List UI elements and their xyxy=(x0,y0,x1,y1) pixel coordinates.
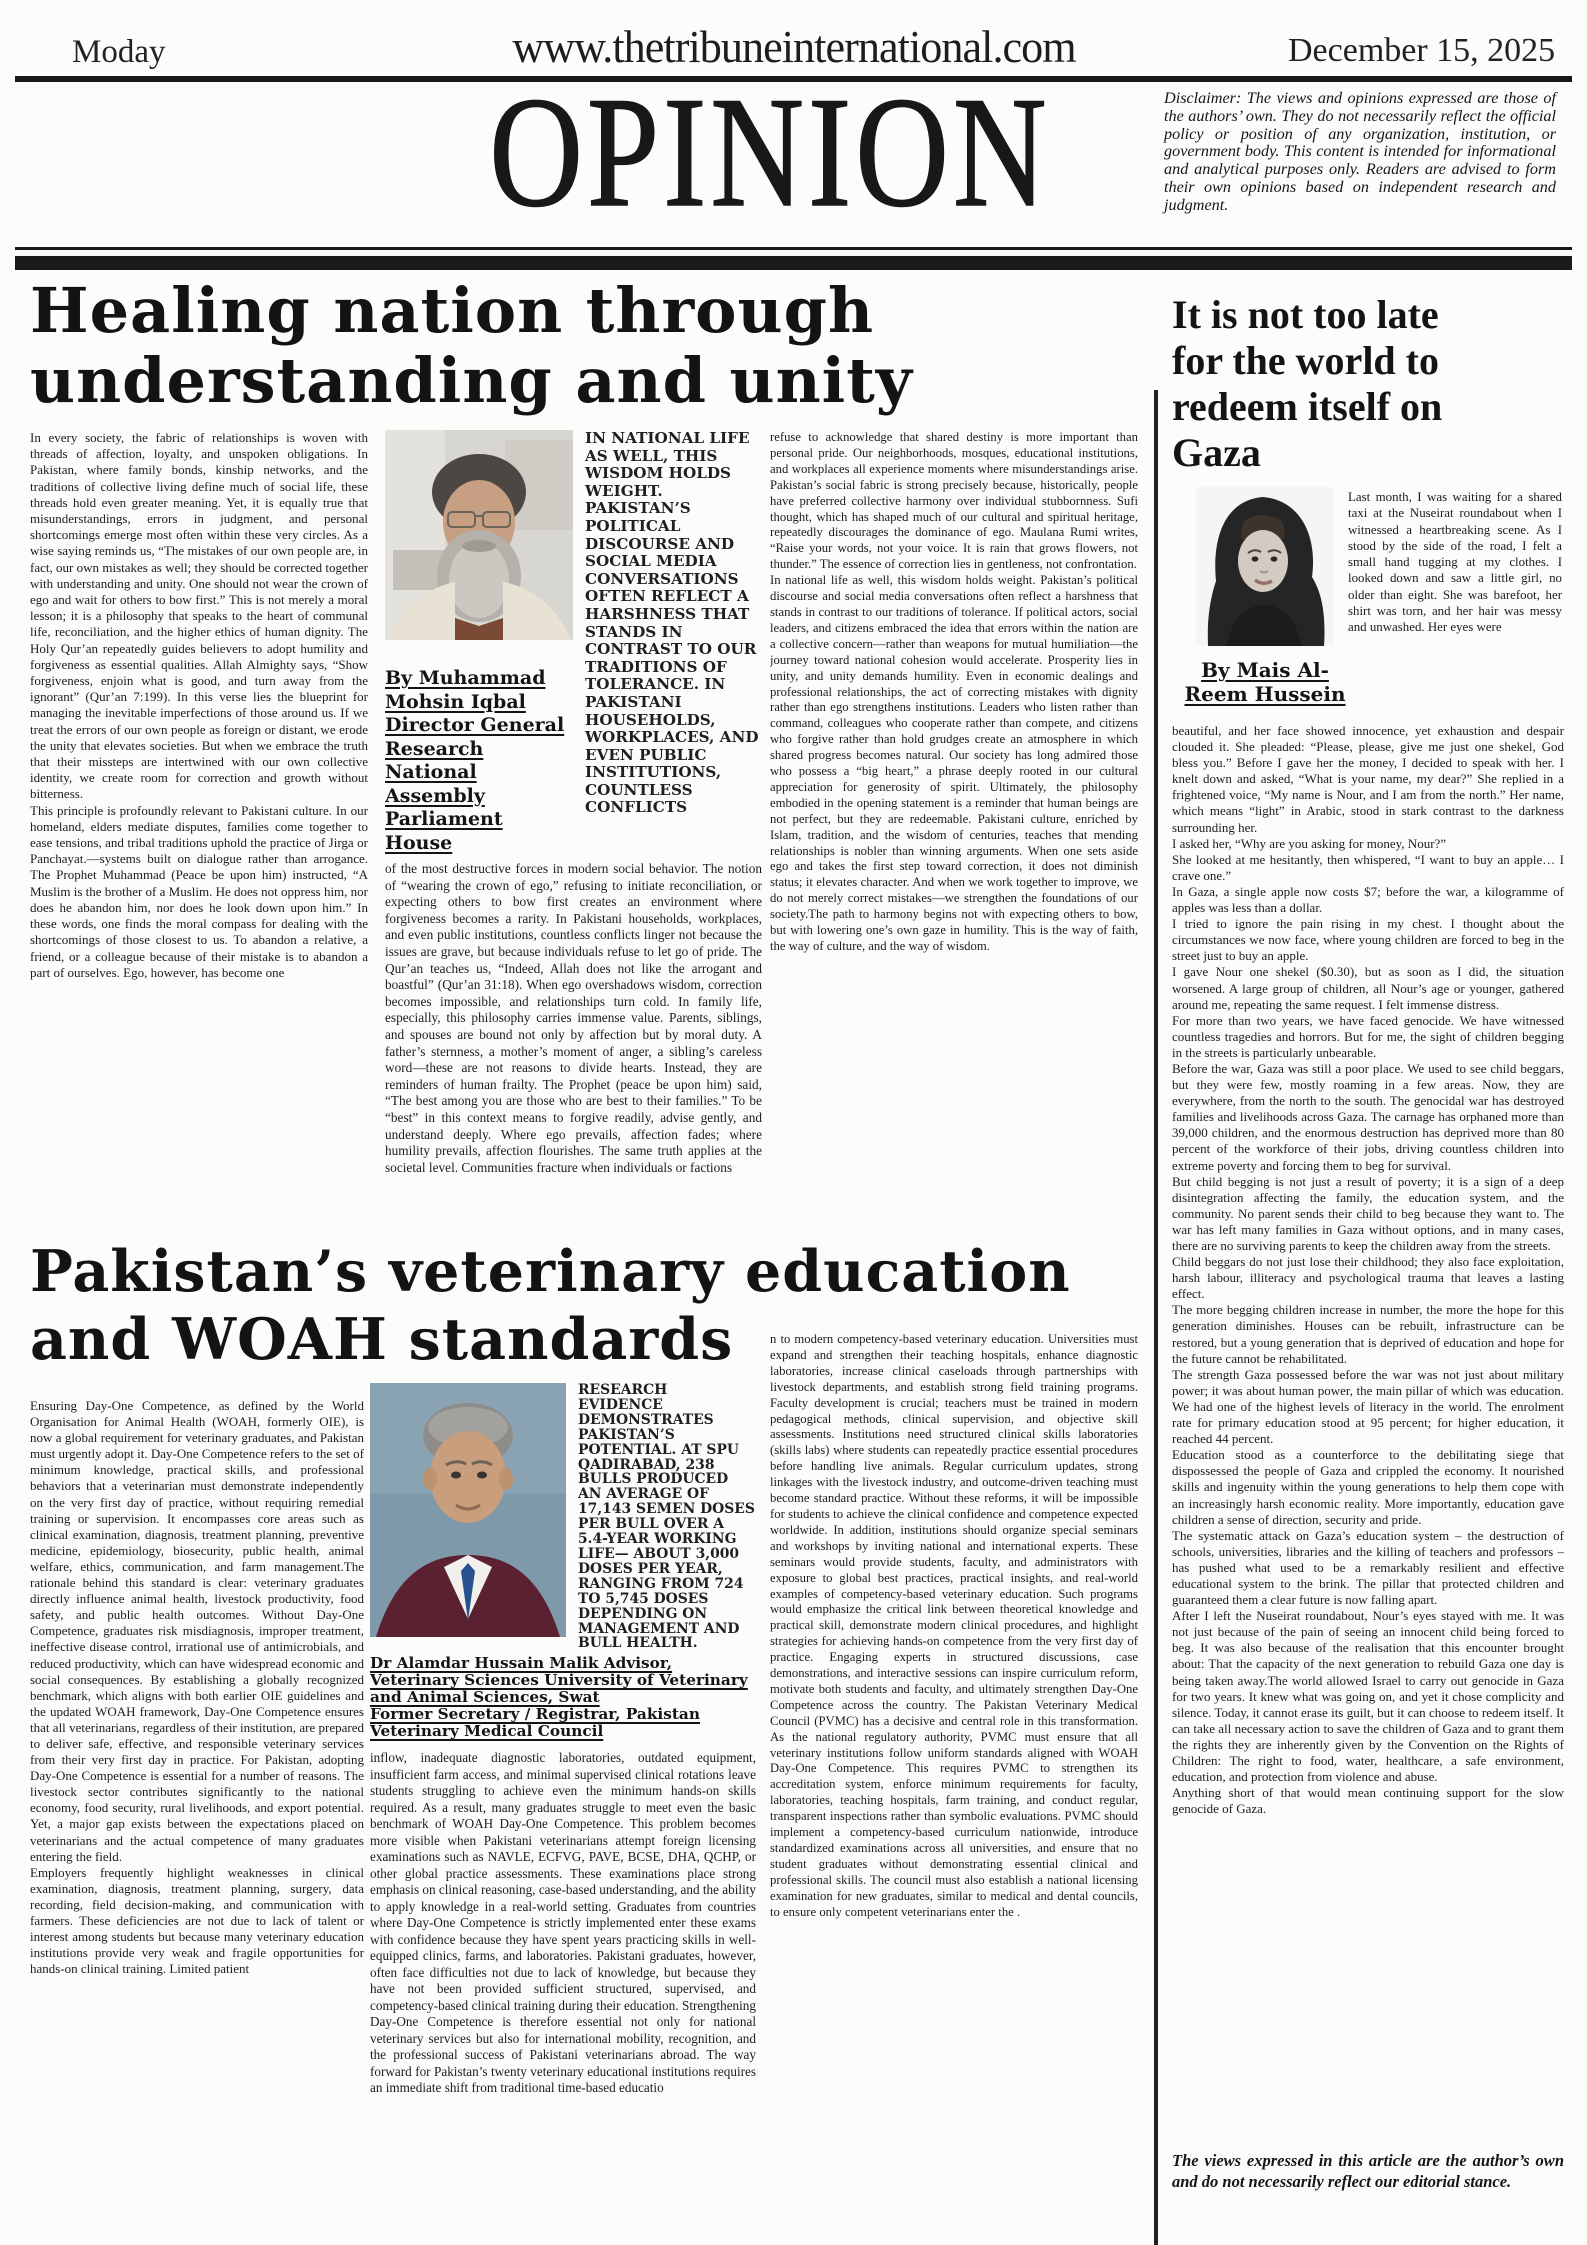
article2-author-block xyxy=(370,1655,756,1740)
article2-headline-line2: and WOAH standards xyxy=(30,1306,734,1373)
section-masthead: OPINION xyxy=(489,65,1051,240)
gaza-headline-line4: Gaza xyxy=(1172,430,1261,475)
article2-paragraph: Ensuring Day-One Competence, as defined by the World Organisation for Animal Health (WOAH, formerly OIE), is now a global requirement for veterinary graduates, and Pakistan must urgently adopt it. Day-One Competence refers to the set of minimum knowledge, practical skills, and professional behaviors that a veterinarian must demonstrate independently on the very first day of practice, without requiring remedial training or supervision. It encompasses core areas such as clinical examination, diagnosis, treatment planning, preventive medicine, epidemiology, biosecurity, public health, animal welfare, ethics, communication, and farm management.The rationale behind this standard is clear: veterinary graduates directly influence animal health, livestock productivity, food safety, and public health outcomes. Without Day-One Competence, graduates risk misdiagnosis, improper treatment, ineffective disease control, irrational use of antimicrobials, and reduced productivity, which can have widespread economic and social consequences. By establishing a globally recognized benchmark, which aligns with both earlier OIE guidelines and the updated WOAH framework, Day-One Competence ensures that all veterinarians, regardless of their institution, are prepared to deliver safe, effective, and responsible veterinary services from their very first day in practice. For Pakistan, adopting Day-One Competence is essential for a number of reasons. The livestock sector contributes significantly to the national economy, food security, rural livelihoods, and export potential. Yet, a major gap exists between the expectations placed on veterinarians and the actual competence of many graduates entering the field. xyxy=(30,1398,364,1864)
gaza-paragraph: For more than two years, we have faced genocide. We have witnessed countless tragedies and horrors. But for me, the sight of children begging in the streets is particularly unbearable. xyxy=(1172,1012,1564,1060)
article2-column3 xyxy=(770,1332,1138,2245)
gaza-paragraph: After I left the Nuseirat roundabout, Nour’s eyes stayed with me. It was not just because of the pain of seeing an innocent child being forced to beg. It was also because of the realisation that this encounter brought about: That the capacity of the next generation to rebuild Gaza one day is being taken away.The world allowed Israel to carry out genocide in Gaza for two years. It knew what was going on, and yet it chose complicity and silence. Today, it cannot erase its guilt, but it can choose to redeem itself. It can take all necessary action to save the children of Gaza and to grant them the rights they are inherently given by the Convention on the Rights of Children: The right to food, water, healthcare, a safe environment, education, and protection from violence and abuse. xyxy=(1172,1608,1564,1785)
gaza-intro-text xyxy=(1348,489,1562,719)
gaza-paragraph: beautiful, and her face showed innocence, yet exhaustion and despair clouded it. She pleaded: “Please, please, give me just one shekel, God bless you.” Before I gave her the money, I decided to speak with her. I knelt down and asked, “What is your name, my dear?” She replied in a frightened voice, “My name is Nour, and I am from the north.” Her name, which means “light” in Arabic, stood in stark contrast to the darkness surrounding her. xyxy=(1172,723,1564,835)
author-photo-muhammad-mohsin-iqbal xyxy=(385,430,573,640)
masthead-rule-thick xyxy=(15,256,1572,270)
gaza-paragraph: Anything short of that would mean continuing support for the slow genocide of Gaza. xyxy=(1172,1785,1564,1817)
article1-byline-org: National Assembly Parliament House xyxy=(385,761,503,854)
disclaimer-text: Disclaimer: The views and opinions expressed are those of the authors’ own. They do not necessarily reflect the official policy or position of any organization, institution, or government body. This content is intended for informational and analytical purposes only. Readers are advised to form their own opinions based on independent research and judgment. xyxy=(1164,89,1556,214)
gaza-byline: By Mais Al-Reem Hussein xyxy=(1184,658,1346,706)
article2-paragraph: Employers frequently highlight weaknesses in clinical examination, diagnosis, treatment planning, surgery, data recording, field decision-making, and communication with farmers. These deficiencies are not due to lack of talent or interest among students but because many veterinary education institutions provide very weak and fragile opportunities for hands-on clinical training. Limited patient xyxy=(30,1864,364,1977)
gaza-paragraph: Before the war, Gaza was still a poor place. We used to see child beggars, but they were few, mostly roaming in a few areas. Now, they are everywhere, from the north to the south. The genocidal war has destroyed families and livelihoods across Gaza. The carnage has orphaned more than 39,000 children, and the enormous destruction has deprived more than 80 percent of the workforce of their jobs, driving countless children into extreme poverty and forcing them to beg for survival. xyxy=(1172,1060,1564,1173)
article2-column2-text xyxy=(370,1750,756,2097)
masthead-rule-thin xyxy=(15,247,1572,250)
gaza-figure xyxy=(1196,487,1333,646)
article1-paragraph: of the most destructive forces in modern social behavior. The notion of “wearing the crown of ego,” refusing to initiate reconciliation, or expecting others to bow first creates an environment where forgiveness becomes a rarity. In Pakistani households, workplaces, and even public institutions, countless conflicts linger not because the issues are grave, but because individuals refuse to let go of pride. The Qur’an teaches us, “Indeed, Allah does not like the arrogant and boastful” (Qur’an 31:18). When ego overshadows wisdom, correction becomes impossible, and relationships turn cold. In family life, especially, this philosophy carries immense value. Parents, siblings, and spouses are bound not only by affection but by moral duty. A father’s sternness, a mother’s moment of anger, a sibling’s careless word—these are not reasons to divide hearts. Instead, they are reminders of human frailty. The Prophet (peace be upon him) said, “The best among you are those who are best to their families.” To be “best” in this context means to forgive readily, advise gently, and understand deeply. Where ego prevails, affection fades; where humility prevails, affection flourishes. The same truth applies at the societal level. Communities fracture when individuals or factions xyxy=(385,861,762,1175)
article1-byline-title: Director General Research xyxy=(385,714,565,760)
article2-paragraph: n to modern competency-based veterinary education. Universities must expand and strengthen their teaching hospitals, enhance diagnostic laboratories, increase clinical caseloads through partnerships with livestock departments, and establish strong field training programs. Faculty development is crucial; teachers must be trained in modern pedagogical methods, clinical supervision, and objective skill assessments. Institutions need structured clinical skills laboratories (skills labs) where students can repeatedly practice essential procedures before handling live animals. Regular curriculum updates, strong linkages with the livestock industry, and outcome-driven teaching must become standard practice. Without these reforms, it will be impossible for students to achieve the clinical confidence and competence expected worldwide. In addition, institutions should organize special seminars and workshops by inviting national and international experts. These seminars would provide students, faculty, and administrators with exposure to global best practices, practical insights, and real-world examples of competency-based veterinary education. Such programs would emphasize the critical link between theoretical knowledge and practical skill, demonstrate modern clinical procedures, and highlight strategies for achieving hands-on competence from the very first day of practice. Engaging experts in structured discussions, case demonstrations, and interactive sessions can inspire curriculum reform, motivate both students and faculty, and ultimately strengthen Day-One Competence across the country. The Pakistan Veterinary Medical Council (PVMC) has a decisive and central role in this transformation. As the national regulatory authority, PVMC must ensure that all veterinary institutions follow uniform standards aligned with WOAH Day-One Competence. This requires PVMC to strengthen its accreditation system, enforce minimum requirements for faculty, laboratories, teaching hospitals, farm training, and conduct regular, transparent inspections rather than symbolic evaluations. PVMC should implement a competency-based curriculum nationwide, introduce standardized examinations across all universities, and ensure that no student graduates without demonstrating essential clinical and professional skills. The council must also establish a national licensing examination for new graduates, similar to medical and dental councils, to ensure only competent veterinarians enter the . xyxy=(770,1332,1138,1919)
article1-byline-name: By Muhammad Mohsin Iqbal xyxy=(385,667,546,713)
article1-paragraph: refuse to acknowledge that shared destiny is more important than personal pride. Our neighborhoods, mosques, educational institutions, and workplaces all experience moments where misunderstandings arise. Pakistan’s social fabric is strong precisely because, historically, people have preferred collective harmony over individual stubbornness. Sufi thought, which has shaped much of our cultural and spiritual heritage, repeatedly discourages the dominance of ego. Maulana Rumi writes, “Raise your words, not your voice. It is rain that grows flowers, not thunder.” The essence of correction lies in gentleness, not confrontation. xyxy=(770,430,1138,572)
gaza-paragraph: I gave Nour one shekel ($0.30), but as soon as I did, the situation worsened. A large group of children, all Nour’s age or younger, gathered around me, repeating the same request. I felt immense distress. xyxy=(1172,964,1564,1012)
gaza-headline-line1: It is not too late xyxy=(1172,292,1439,337)
gaza-paragraph: I asked her, “Why are you asking for money, Nour?” xyxy=(1172,835,1447,851)
gaza-paragraph: The systematic attack on Gaza’s education system – the destruction of schools, universities, libraries and the killing of teachers and professors – has pushed what used to be a remarkably resilient and effective educational system to the brink. The pillar that protected children and guaranteed them a clear future is now falling apart. xyxy=(1172,1527,1564,1608)
article2-author-role: Former Secretary / Registrar, Pakistan Veterinary Medical Council xyxy=(370,1705,700,1740)
gaza-paragraph: Education stood as a counterforce to the debilitating siege that dispossessed the people of Gaza and crippled the economy. It nourished skills and ingenuity within the young generations to help them cope with an increasingly harsh economic reality. More importantly, education gave children a sense of direction, security and pride. xyxy=(1172,1447,1564,1527)
article1-paragraph: In every society, the fabric of relationships is woven with threads of affection, loyalty, and unspoken obligations. In Pakistan, where family bonds, kinship networks, and the traditions of collective living define much of social life, these threads hold even greater meaning. Yet, it is equally true that misunderstandings, errors in judgment, and personal shortcomings emerge most often within these very circles. As a wise saying reminds us, “The mistakes of our own people are, in fact, our own mistakes as well; they should be corrected together with understanding and unity. One should not wear the crown of ego and wait for others to bow first.” This is not merely a moral lesson; it is a philosophy that speaks to the heart of communal life, reconciliation, and the higher ethics of human dignity. The Holy Qur’an repeatedly guides believers to adopt humility and forgiveness as essential qualities. Allah Almighty says, “Show forgiveness, enjoin what is good, and turn away from the ignorant” (Qur’an 7:199). In this verse lies the blueprint for managing the inevitable imperfections of those around us. If we treat the errors of our own people as foreign or distant, we erode the unity that elevates societies. But when we embrace the truth that their missteps are intertwined with our own collective identity, we create room for correction and growth without bitterness. xyxy=(30,430,368,802)
article2-column2 xyxy=(370,1383,756,2245)
article2-figure xyxy=(370,1383,566,1641)
article1-paragraph: In national life as well, this wisdom holds weight. Pakistan’s political discourse and social media conversations often reflect a harshness that stands in contrast to our traditions of tolerance. If political actors, social leaders, and citizens embraced the idea that errors within the nation are a collective concern—rather than weapons for mutual humiliation—the journey toward national cohesion would accelerate. Prosperity lies in unity, and unity demands humility. Even in economic dealings and professional relationships, the act of correcting mistakes with dignity rather than ego strengthens institutions. Leaders who listen rather than command, colleagues who cooperate rather than compete, and citizens who forgive rather than hold grudges create an atmosphere in which shared progress becomes natural. Our society has long admired those who possess a “big heart,” a phrase deeply rooted in our cultural appreciation for generosity of spirit. Ultimately, the philosophy embodied in the opening statement is a reminder that human beings are not perfect, but they are redeemable. Pakistani culture, enriched by Islam, tradition, and the wisdom of centuries, teaches that mending relationships is nobler than winning arguments. When one sets aside ego and takes the first step toward correction, it does not diminish status; it elevates character. And when we work together to improve, we do not merely correct mistakes—we strengthen the foundations of our society.The path to harmony begins not with expecting others to bow, but with lowering one’s own gaze in humility. This is the way of faith, the way of culture, and the way of wisdom. xyxy=(770,573,1138,953)
article1-paragraph: This principle is profoundly relevant to Pakistani culture. In our homeland, elders mediate disputes, families come together to ease tensions, and tribal traditions uphold the practice of Jirga or Panchayat.—systems built on dialogue rather than arrogance. The Prophet Muhammad (Peace be upon him) instructed, “A Muslim is the brother of a Muslim. He does not oppress him, nor does he abandon him, nor does he look down upon him.” In these words, one finds the moral compass for dealing with the shortcomings of those closest to us. To abandon a relative, a friend, or a colleague because of their mistake is to abandon a part of ourselves. Ego, however, has become one xyxy=(30,802,368,980)
gaza-paragraph: Last month, I was waiting for a shared taxi at the Nuseirat roundabout when I witnessed a heartbreaking scene. As I stood by the side of the road, I felt a small hand tugging at my clothes. I looked down and saw a little girl, no older than eight. She was barefoot, her shirt was torn, and her hair was messy and unwashed. Her eyes were xyxy=(1348,490,1562,635)
article2-column1 xyxy=(30,1398,364,2220)
gaza-paragraph: Child beggars do not just lose their childhood; they also face exploitation, harsh labour, illiteracy and psychological trauma that leaves a lasting effect. xyxy=(1172,1254,1564,1302)
gaza-paragraph: In Gaza, a single apple now costs $7; before the war, a kilogramme of apples was less than a dollar. xyxy=(1172,883,1564,916)
article1-headline-line2: understanding and unity xyxy=(30,344,913,417)
article2-photo-quote-row xyxy=(370,1383,756,1652)
gaza-headline-line3: redeem itself on xyxy=(1172,384,1443,429)
article2-paragraph: inflow, inadequate diagnostic laboratories, outdated equipment, insufficient farm access, and minimal supervised clinical rotations leave students struggling to achieve even the minimum hands-on skills required. As a result, many graduates struggle to meet even the basic benchmark of WOAH Day-One Competence. This problem becomes more visible when Pakistani veterinarians attempt foreign licensing examinations such as NAVLE, ECFVG, PAVE, BCSE, DHA, QCHP, or other global practice assessments. These examinations place strong emphasis on clinical reasoning, case-based understanding, and the ability to apply knowledge in a real-world setting. Graduates from countries where Day-One Competence is strictly implemented enter these exams with confidence because they have spent years practicing skills in well-equipped clinics, farms, and laboratories. Pakistani graduates, however, often face difficulties not due to lack of knowledge, but because they have not been provided sufficient structured, supervised, and competency-based clinical training during their education. Strengthening Day-One Competence is therefore essential not only for national veterinary services but also for international mobility, recognition, and the professional success of Pakistani veterinarians abroad. The way forward for Pakistan’s twenty veterinary educational institutions requires an immediate shift from traditional time-based educatio xyxy=(370,1750,756,2095)
gaza-paragraph: She looked at me hesitantly, then whispered, “I want to buy an apple… I crave one.” xyxy=(1172,851,1564,883)
column-divider xyxy=(1154,390,1158,2245)
article1-column1 xyxy=(30,430,368,1230)
author-photo-mais-al-reem-hussein xyxy=(1196,487,1333,646)
gaza-headline-line2: for the world to xyxy=(1172,338,1439,383)
gaza-headline xyxy=(1172,292,1572,476)
header-date: December 15, 2025 xyxy=(1288,32,1556,69)
article2-pull-quote: RESEARCH EVIDENCE DEMONSTRATES PAKISTAN’S POTENTIAL. AT SPU QADIRABAD, 238 BULLS PRODUCED AN AVERAGE OF 17,143 SEMEN DOSES PER BULL OVER A 5.4-YEAR WORKING LIFE— ABOUT 3,000 DOSES PER YEAR, RANGING FROM 724 TO 5,745 DOSES DEPENDING ON MANAGEMENT AND BULL HEALTH. xyxy=(578,1383,755,1652)
article2-headline-line1: Pakistan’s veterinary education xyxy=(30,1238,1071,1305)
article1-headline xyxy=(30,276,1152,416)
article1-column3 xyxy=(770,430,1138,1230)
author-photo-alamdar-hussain-malik xyxy=(370,1383,566,1637)
gaza-editorial-note: The views expressed in this article are the author’s own and do not necessarily reflect our editorial stance. xyxy=(1172,2151,1564,2191)
article1-headline-line1: Healing nation through xyxy=(30,274,875,347)
gaza-paragraph: The strength Gaza possessed before the war was not just about military power; it was about human power, the main pillar of which was education. We had one of the highest levels of literacy in the world. The enrolment rate for primary education stood at 95 percent; for higher education, it reached 44 percent. xyxy=(1172,1366,1564,1447)
article1-column2-text xyxy=(385,861,762,1176)
gaza-paragraph: But child begging is not just a result of poverty; it is a sign of a deep disintegration affecting the family, the education system, and the community. No parent sends their child to beg because they want to. The war has left many families in Gaza without options, and in many cases, there are no surviving parents to keep the children away from the streets. xyxy=(1172,1173,1564,1253)
gaza-paragraph: I tried to ignore the pain rising in my chest. I thought about the circumstances we now face, where young children are forced to beg in the street just to buy an apple. xyxy=(1172,916,1564,964)
header-day: Moday xyxy=(72,34,166,70)
gaza-paragraph: The more begging children increase in number, the more the hope for this generation diminishes. Houses can be rebuilt, infrastructure can be restored, but a young generation that is deprived of education and hope for the future cannot be rehabilitated. xyxy=(1172,1302,1564,1366)
site-url: www.thetribuneinternational.com xyxy=(512,21,1076,72)
article2-author-affiliation: Veterinary Sciences University of Veterinary and Animal Sciences, Swat xyxy=(370,1671,748,1706)
article1-pull-quote: IN NATIONAL LIFE AS WELL, THIS WISDOM HOLDS WEIGHT. PAKISTAN’S POLITICAL DISCOURSE AND SOCIAL MEDIA CONVERSATIONS OFTEN REFLECT A HARSHNESS THAT STANDS IN CONTRAST TO OUR TRADITIONS OF TOLERANCE. IN PAKISTANI HOUSEHOLDS, WORKPLACES, AND EVEN PUBLIC INSTITUTIONS, COUNTLESS CONFLICTS xyxy=(585,430,759,817)
article2-author-name: Dr Alamdar Hussain Malik Advisor, xyxy=(370,1654,673,1672)
article1-column2 xyxy=(385,430,762,1230)
gaza-body-text xyxy=(1172,723,1564,2137)
